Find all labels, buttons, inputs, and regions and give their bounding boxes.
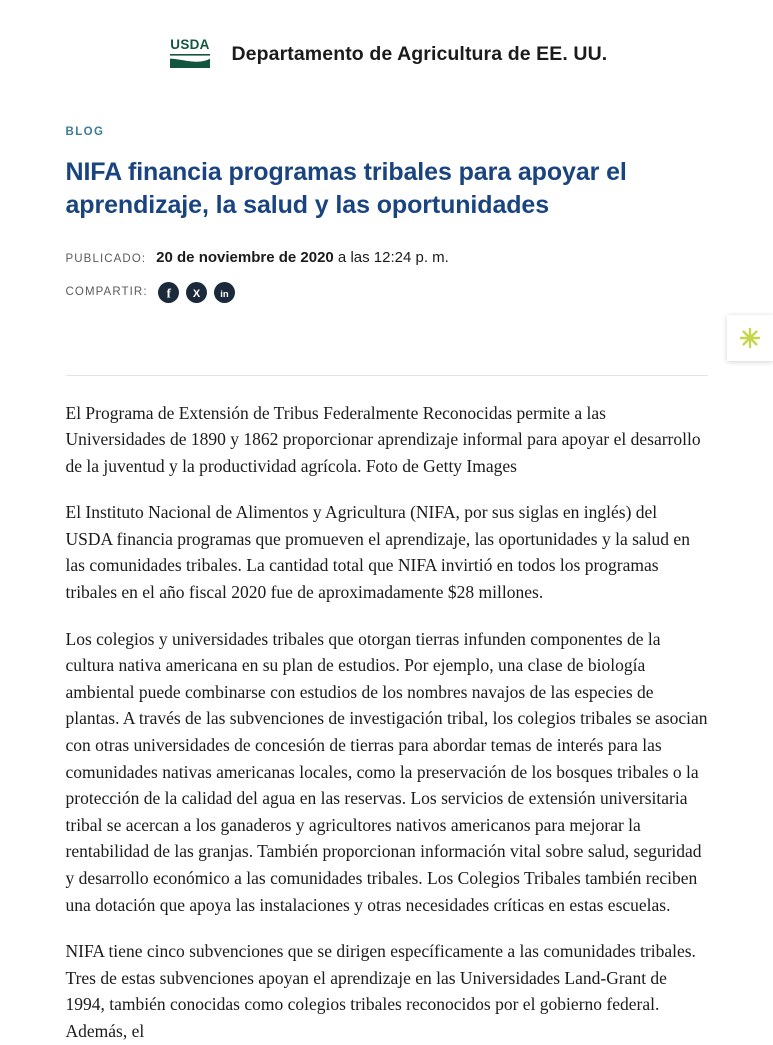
asterisk-icon	[738, 326, 762, 350]
article-paragraph: NIFA tiene cinco subvenciones que se dirigen específicamente a las comunidades tribales. Tres de estas subvenciones apoyan el aprendizaje en las Universidades Land-Grant de 1994, también conocidas como colegios tribales reconocidos por el gobierno federal. Además, el	[65, 941, 696, 1041]
usda-logo-icon[interactable]	[164, 34, 216, 74]
published-label: PUBLICADO:	[65, 252, 147, 265]
article-body	[66, 375, 708, 1045]
x-twitter-share-icon[interactable]	[186, 282, 207, 303]
article-paragraph: El Instituto Nacional de Alimentos y Agricultura (NIFA, por sus siglas en inglés) del USDA financia programas que promueven el aprendizaje, las oportunidades y la salud en las comunidades tribales. La cantidad total que NIFA invirtió en todos los programas tribales en el año fiscal 2020 fue de aproximadamente $28 millones.	[65, 502, 690, 603]
published-time: a las 12:24 p. m.	[333, 248, 449, 266]
asterisk-badge-button[interactable]	[727, 315, 773, 361]
svg-text:in: in	[219, 288, 229, 300]
share-label: COMPARTIR:	[65, 286, 148, 298]
svg-text:X: X	[192, 287, 200, 300]
svg-text:f: f	[166, 284, 171, 300]
article-paragraph: El Programa de Extensión de Tribus Federalmente Reconocidas permite a las Universidades de 1890 y 1862 proporcionar aprendizaje informal para apoyar el desarrollo de la juventud y la productividad agrícola. Foto de Getty Images	[65, 402, 701, 476]
published-value	[156, 249, 449, 266]
published-meta	[66, 249, 708, 266]
article	[66, 126, 708, 1045]
published-date: 20 de noviembre de 2020	[156, 248, 334, 266]
linkedin-share-icon[interactable]	[214, 282, 235, 303]
page-title: NIFA financia programas tribales para apoyar el aprendizaje, la salud y las oportunidades	[65, 158, 627, 220]
article-paragraph: Los colegios y universidades tribales que otorgan tierras infunden componentes de la cultura nativa americana en su plan de estudios. Por ejemplo, una clase de biología ambiental puede combinarse con estudios de los nombres navajos de las especies de plantas. A través de las subvenciones de investigación tribal, los colegios tribales se asocian con otras universidades de concesión de tierras para abordar temas de interés para las comunidades nativas americanas locales, como la preservación de los bosques tribales o la protección de la calidad del agua en las reservas. Los servicios de extensión universitaria tribal se acercan a los ganaderos y agricultores nativos americanos para mejorar la rentabilidad de las granjas. También proporcionan información vital sobre salud, seguridad y desarrollo económico a las comunidades tribales. Los Colegios Tribales también reciben una dotación que apoya las instalaciones y otras necesidades críticas en estas escuelas.	[65, 628, 708, 915]
site-header	[0, 0, 773, 74]
agency-name: Departamento de Agricultura de EE. UU.	[231, 42, 608, 65]
facebook-share-icon[interactable]	[158, 282, 179, 303]
header-inner	[66, 34, 708, 74]
share-row	[66, 282, 708, 303]
share-icons	[158, 282, 235, 303]
category-eyebrow[interactable]: BLOG	[65, 126, 105, 138]
svg-text:USDA: USDA	[169, 37, 210, 52]
